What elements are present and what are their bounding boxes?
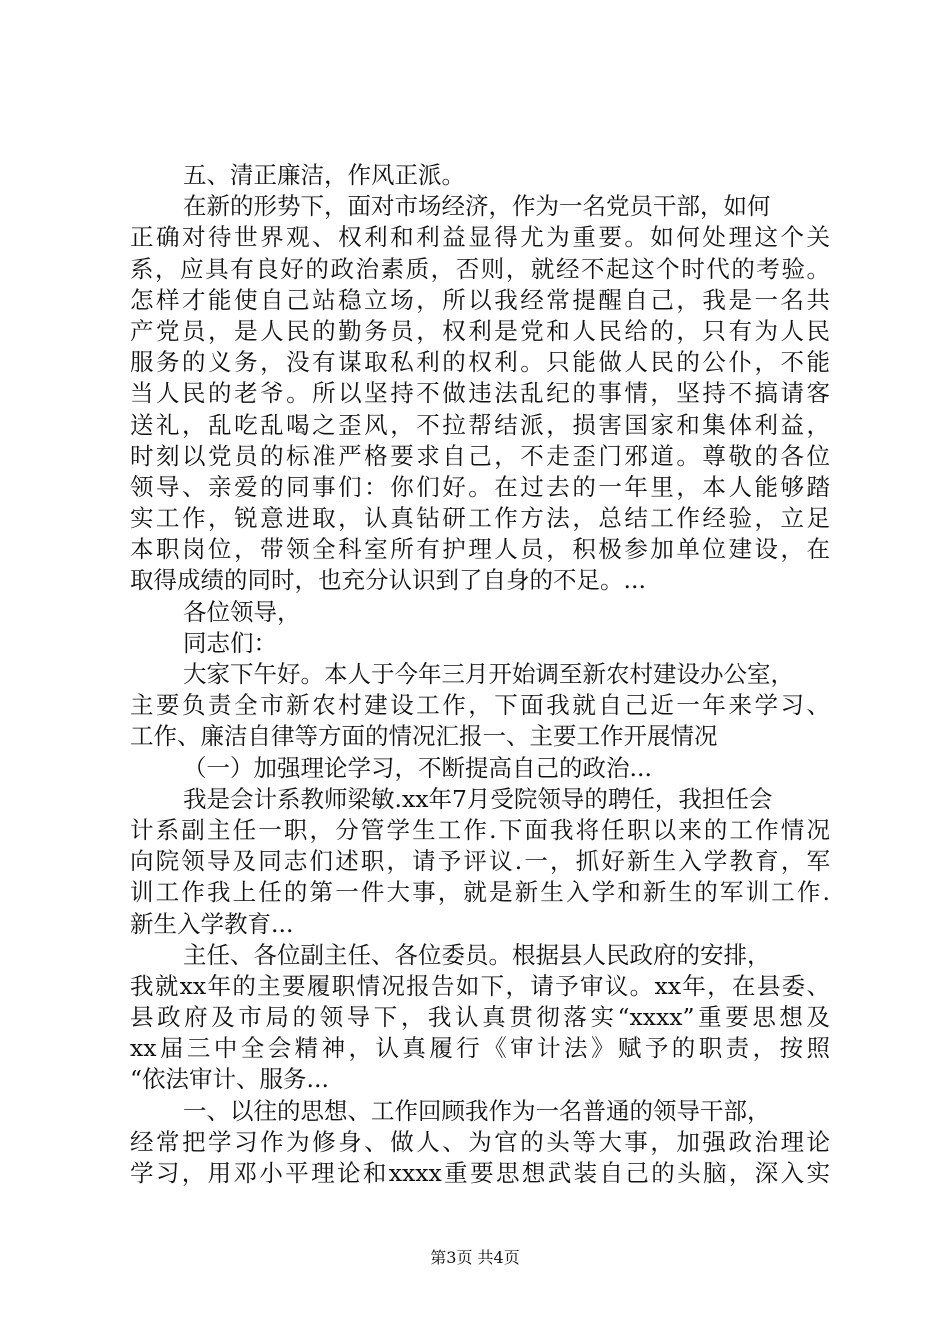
text-line: 同志们：	[183, 628, 277, 657]
text-line: 学习，用邓小平理论和xxxx重要思想武装自己的头脑，深入实	[130, 1159, 830, 1187]
text-line: 领导、亲爱的同事们：你们好。在过去的一年里，本人能够踏	[130, 472, 830, 501]
text-line: 正确对待世界观、权利和利益显得尤为重要。如何处理这个关	[130, 223, 830, 252]
document-body	[130, 160, 830, 1189]
text-line: 五、清正廉洁，作风正派。	[183, 161, 465, 189]
text-line: 送礼，乱吃乱喝之歪风，不拉帮结派，损害国家和集体利益，	[130, 410, 830, 439]
text-line: 当人民的老爷。所以坚持不做违法乱纪的事情，坚持不搞请客	[130, 379, 830, 408]
text-line: 时刻以党员的标准严格要求自己，不走歪门邪道。尊敬的各位	[130, 441, 830, 470]
text-line: 怎样才能使自己站稳立场，所以我经常提醒自己，我是一名共	[130, 285, 830, 314]
text-line: 经常把学习作为修身、做人、为官的头等大事，加强政治理论	[130, 1127, 830, 1156]
text-line: 大家下午好。本人于今年三月开始调至新农村建设办公室，	[183, 660, 794, 688]
text-line: 主任、各位副主任、各位委员。根据县人民政府的安排，	[183, 940, 771, 969]
text-line: 本职岗位，带领全科室所有护理人员，积极参加单位建设，在	[130, 535, 830, 564]
text-line: 新生入学教育...	[130, 909, 294, 938]
page-number-footer: 第3页 共4页	[430, 1248, 520, 1267]
text-line: 我就xx年的主要履职情况报告如下，请予审议。xx年，在县委、	[130, 971, 830, 1000]
text-line: 计系副主任一职，分管学生工作.下面我将任职以来的工作情况	[130, 815, 830, 844]
text-line: 产党员，是人民的勤务员，权利是党和人民给的，只有为人民	[130, 316, 830, 345]
text-line: 训工作我上任的第一件大事，就是新生入学和新生的军训工作.	[130, 878, 830, 907]
text-line: 一、以往的思想、工作回顾我作为一名普通的领导干部，	[183, 1096, 771, 1125]
text-line: 实工作，锐意进取，认真钻研工作方法，总结工作经验，立足	[130, 504, 830, 533]
text-line: 取得成绩的同时，也充分认识到了自身的不足。...	[130, 566, 646, 595]
text-line: 服务的义务，没有谋取私利的权利。只能做人民的公仆，不能	[130, 348, 830, 377]
text-line: 工作、廉洁自律等方面的情况汇报一、主要工作开展情况	[130, 722, 718, 751]
text-line: 系，应具有良好的政治素质，否则，就经不起这个时代的考验。	[130, 254, 830, 283]
text-line: （一）加强理论学习，不断提高自己的政治...	[183, 753, 652, 782]
text-line: 各位领导，	[183, 597, 301, 626]
text-line: xx届三中全会精神，认真履行《审计法》赋予的职责，按照	[130, 1034, 830, 1063]
text-line: 向院领导及同志们述职，请予评议.一，抓好新生入学教育，军	[130, 847, 830, 876]
text-line: “依法审计、服务...	[130, 1065, 329, 1094]
text-line: 在新的形势下，面对市场经济，作为一名党员干部，如何	[183, 192, 771, 221]
text-line: 主要负责全市新农村建设工作，下面我就自己近一年来学习、	[130, 691, 830, 720]
text-line: 县政府及市局的领导下，我认真贯彻落实“xxxx”重要思想及	[130, 1003, 830, 1032]
text-line: 我是会计系教师梁敏.xx年7月受院领导的聘任，我担任会	[183, 784, 773, 813]
